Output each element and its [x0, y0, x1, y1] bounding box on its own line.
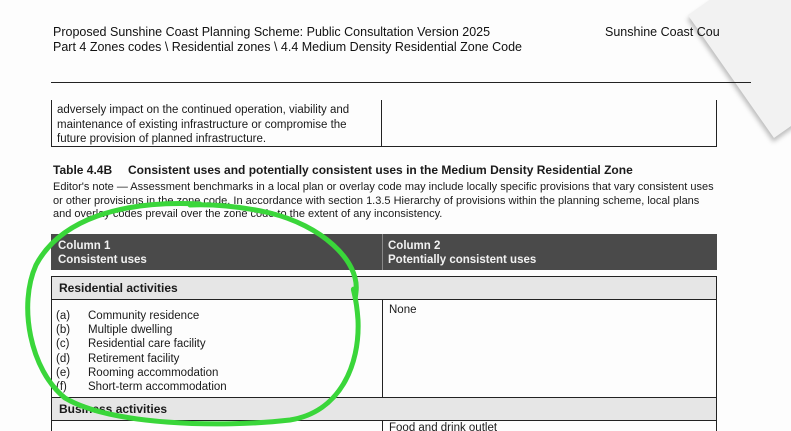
- header-divider: [51, 82, 751, 83]
- section-business-activities: [51, 397, 717, 421]
- business-row: [51, 420, 717, 431]
- council-name: Sunshine Coast Cou: [605, 25, 720, 39]
- list-item: (e) Rooming accommodation: [56, 366, 219, 379]
- document-header: [53, 25, 522, 55]
- potentially-consistent-residential: None: [389, 304, 417, 316]
- column-2-header: Column 2 Potentially consistent uses: [388, 240, 537, 266]
- previous-table-row: [51, 100, 717, 147]
- table-title: [53, 163, 633, 177]
- section-title: Business activities: [59, 402, 168, 416]
- breadcrumb: Part 4 Zones codes \ Residential zones \ 4.4 Medium Density Residential Zone Code: [53, 40, 522, 54]
- column-1-header: Column 1 Consistent uses: [58, 240, 147, 266]
- table-number: Table 4.4B: [53, 163, 113, 177]
- document-title: Proposed Sunshine Coast Planning Scheme: Public Consultation Version 2025: [53, 25, 491, 39]
- list-item: (f) Short-term accommodation: [56, 381, 227, 394]
- list-item: (c) Residential care facility: [56, 338, 206, 351]
- potentially-consistent-business: Food and drink outlet: [389, 422, 498, 431]
- editors-note: Editor's note — Assessment benchmarks in a local plan or overlay code may include locally specific provisions that vary consistent uses or other provisions in the zone code. In accordance with section 1.3.5 Hierarchy of provisions within the planning scheme, local plans and overlay codes prevail over the zone code to the extent of any inconsistency.: [53, 181, 714, 221]
- table-header: [51, 234, 717, 270]
- section-residential-activities: [51, 276, 717, 300]
- consistent-uses-list: [56, 309, 227, 394]
- list-item: (b) Multiple dwelling: [56, 324, 173, 337]
- list-item: (a) Community residence: [56, 310, 200, 322]
- previous-row-text: adversely impact on the continued operation, viability and maintenance of existing infrastructure or compromise the future provision of planned infrastructure.: [57, 104, 350, 146]
- table-title-text: Consistent uses and potentially consistent uses in the Medium Density Residential Zone: [128, 163, 633, 177]
- list-item: (d) Retirement facility: [56, 352, 180, 365]
- section-title: Residential activities: [59, 281, 178, 295]
